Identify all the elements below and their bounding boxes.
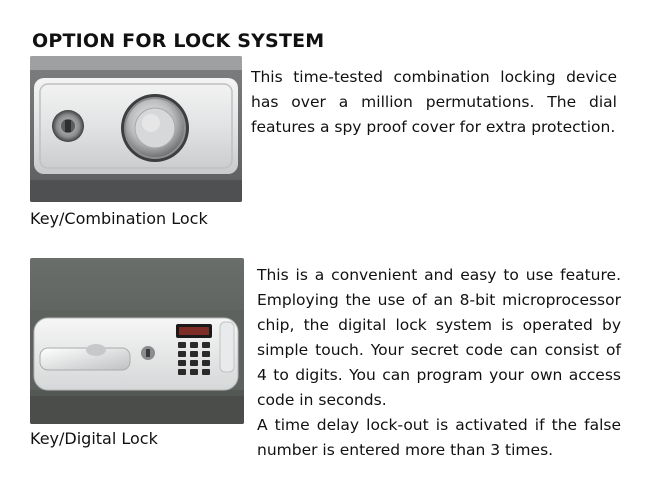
paragraph: A time delay lock-out is activated if the false number is entered more than 3 times. (257, 416, 621, 459)
combination-lock-photo (30, 56, 242, 202)
paragraph: This is a convenient and easy to use feature. Employing the use of an 8-bit microprocessor chip, the digital lock system is operated by simple touch. Your secret code can consist of 4 to digits. You can program your own access code in seconds. (257, 266, 621, 409)
digital-lock-caption: Key/Digital Lock (30, 429, 158, 448)
page-title: OPTION FOR LOCK SYSTEM (32, 30, 325, 52)
paragraph: This time-tested combination locking device has over a million permutations. The dial features a spy proof cover for extra protection. (251, 68, 617, 136)
digital-lock-photo (30, 258, 244, 424)
digital-lock-description (257, 263, 621, 463)
combination-lock-caption: Key/Combination Lock (30, 209, 208, 228)
combination-lock-description (251, 65, 617, 140)
